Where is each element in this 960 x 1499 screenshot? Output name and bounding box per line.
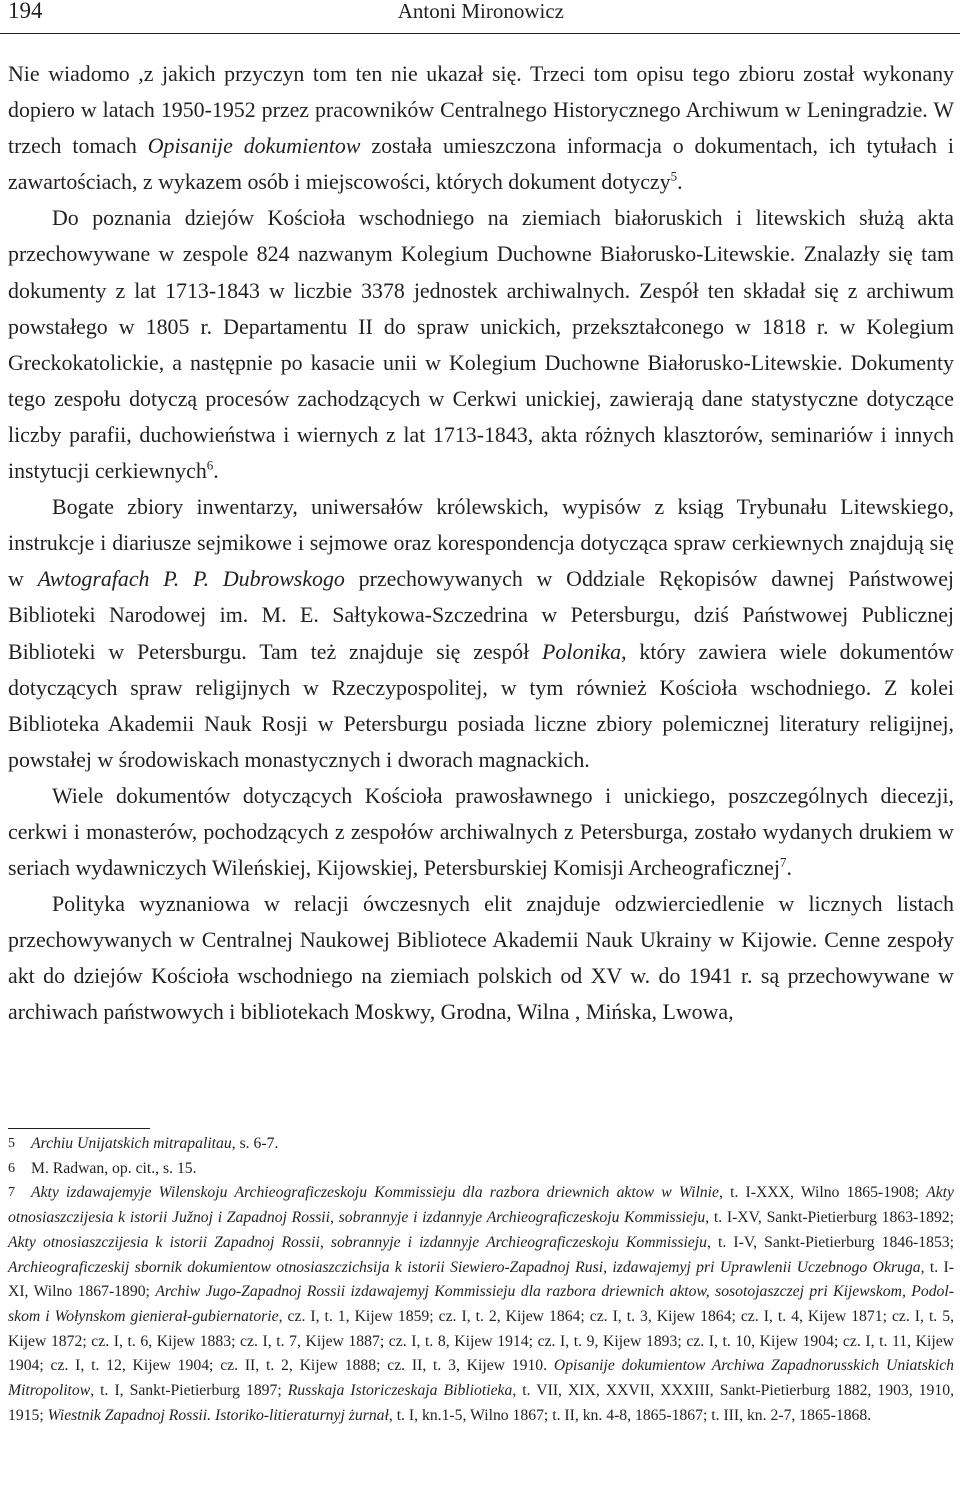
footnote-7-title-4: Archieograficzeskij sbornik dokumientow otnosiaszczichsija k istorii Siewiero-Zapadnoj Rusi, izdawajemyj pri Uprawlenii Uczebnogo Okruga [8,1258,921,1276]
paragraph-3 [8,489,954,778]
footnote-7-text-8: , t. I, kn.1-5, Wilno 1867; t. II, kn. 4-8, 1865-1867; t. III, kn. 2-7, 1865-1868. [388,1406,872,1424]
footnote-ref-5[interactable]: 5 [670,168,678,184]
paragraph-1-title: Opisanije dokumientow [147,133,361,159]
footnote-7-title-2: Akty otnosiaszczijesia k istorii Južnoj i Zapadnoj Rossii, sobrannyje i izdannyje Archieograficzeskoju Kommissieju [8,1184,954,1227]
footnote-7-number: 7 [8,1185,15,1201]
footnote-7-text-5: , cz. I, t. 1, Kijew 1859; cz. I, t. 2, Kijew 1864; cz. I, t. 3, Kijew 1864; cz. I, t. 4, Kijew 1871; cz. I, t. 5, Kijew 1872; cz. I, t. 6, Kijew 1883; cz. I, t. 7, Kijew 1887; cz. I, t. 8, Kijew 1914; cz. I, t. 9, Kijew 1893; cz. I, t. 10, Kijew 1904; cz. I, t. 11, Kijew 1904; cz. I, t. 12, Kijew 1904; cz. II, t. 2, Kijew 1888; cz. II, t. 3, Kijew 1910. [8,1307,954,1375]
footnote-5 [8,1132,954,1157]
footnote-6-number: 6 [8,1160,15,1176]
footnote-6-text: M. Radwan, op. cit., s. 15. [31,1159,197,1177]
paragraph-1-text-c: . [677,169,683,195]
running-head-author: Antoni Mironowicz [397,0,564,23]
footnote-7 [8,1181,954,1428]
footnote-7-title-6: Opisanije dokumientow Archiwa Zapadnorusskich Uniatskich Mitropolitow [8,1357,954,1400]
paragraph-3-title-1: Awtografach P. P. Dubrowskogo [37,566,345,592]
footnote-7-text-2: , t. I-XV, Sankt-Pietierburg 1863-1892; [705,1209,954,1227]
footnote-7-text-3: , t. I-V, Sankt-Pietierburg 1846-1853; [706,1233,955,1251]
footnote-5-title: Archiu Unijatskich mitrapalitau [31,1135,232,1152]
paragraph-2-text-a: Do poznania dziejów Kościoła wschodniego na ziemiach białoruskich i litewskich służą akta przechowywane w zespole 824 nazwanym Kolegium Duchowne Białorusko-Litewskie. Znalazły się tam dokumenty z lat 1713-1843 w liczbie 3378 jednostek archiwalnych. Zespół ten składał się z archiwum powstałego w 1805 r. Departamentu II do spraw unickich, przekształconego w 1818 r. w Kolegium Greckokatolickie, a następnie po kasacie unii w Kolegium Duchowne Białorusko-Litewskie. Dokumenty tego zespołu dotyczą procesów zachodzących w Cerkwi unickiej, zawierają dane statystyczne dotyczące liczby parafii, duchowieństwa i wiernych z lat 1713-1843, akta różnych klasztorów, seminariów i innych instytucji cerkiewnych [8,205,954,484]
footnote-5-text: , s. 6-7. [231,1135,279,1152]
header-rule [0,33,960,34]
footnote-5-number: 5 [8,1136,15,1151]
body-text [8,56,954,1031]
paragraph-4 [8,778,954,886]
paragraph-5 [8,886,954,1030]
paragraph-3-text-b: przechowywanych w Oddziale Rękopisów dawnej Państwowej Biblioteki Narodowej im. M. E. Sałtykowa-Szczedrina w Petersburgu, dziś Państwowej Publicznej Biblioteki w Petersburgu. Tam też znajduje się zespół [8,566,954,664]
footnotes [8,1132,954,1428]
footnote-6 [8,1157,954,1182]
paragraph-3-text-a: Bogate zbiory inwentarzy, uniwersałów królewskich, wypisów z ksiąg Trybunału Litewskiego, instrukcje i diariusze sejmikowe i sejmowe oraz korespondencja dotycząca spraw cerkiewnych znajdują się w [8,494,954,592]
paragraph-4-text-a: Wiele dokumentów dotyczących Kościoła prawosławnego i unickiego, poszczególnych diecezji, cerkwi i monasterów, pochodzących z zespołów archiwalnych z Petersburga, zostało wydanych drukiem w seriach wydawniczych Wileńskiej, Kijowskiej, Petersburskiej Komisji Archeograficznej [8,782,954,881]
footnote-separator [8,1128,150,1129]
footnote-7-title-5: Archiw Jugo-Zapadnoj Rossii izdawajemyj Kommissieju dla razbora driewnich aktow, sosotojaszczej pri Kijewskom, Podolskom i Wołynskom gienierał-gubiernatorie [8,1283,954,1325]
paragraph-2-text-b: . [213,458,219,484]
footnote-7-text-6: , t. I, Sankt-Pietierburg 1897; [90,1382,288,1400]
footnote-ref-6[interactable]: 6 [206,457,214,473]
footnote-7-title-7: Russkaja Istoriczeskaja Bibliotieka [287,1382,513,1400]
paragraph-1 [8,56,954,200]
paragraph-1-text-b: została umieszczona informacja o dokumentach, ich tytułach i zawartościach, z wykazem osób i miejscowości, których dokument dotyczy [8,133,954,195]
paragraph-1-text-a: Nie wiadomo ,z jakich przyczyn tom ten nie ukazał się. Trzeci tom opisu tego zbioru został wykonany dopiero w latach 1950-1952 przez pracowników Centralnego Historycznego Archiwum w Leningradzie. W trzech tomach [8,61,954,159]
page-header [0,0,960,34]
footnote-7-text-1: , t. I-XXX, Wilno 1865-1908; [718,1184,927,1202]
footnote-7-title-8: Wiestnik Zapadnoj Rossii. Istoriko-litieraturnyj żurnał [47,1406,389,1424]
footnote-7-title-3: Akty otnosiaszczijesia k istorii Zapadnoj Rossii, sobrannyje i izdannyje Archieograficzeskoju Kommissieju [8,1233,707,1251]
page-number: 194 [8,0,43,23]
paragraph-5-text: Polityka wyznaniowa w relacji ówczesnych elit znajduje odzwierciedlenie w licznych listach przechowywanych w Centralnej Naukowej Bibliotece Akademii Nauk Ukrainy w Kijowie. Cenne zespoły akt do dziejów Kościoła wschodniego na ziemiach polskich od XV w. do 1941 r. są przechowywane w archiwach państwowych i bibliotekach Moskwy, Grodna, Wilna , Mińska, Lwowa, [8,891,954,1025]
footnote-7-text-7: , t. VII, XIX, XXVII, XXXIII, Sankt-Pietierburg 1882, 1903, 1910, 1915; [8,1382,954,1424]
paragraph-4-text-b: . [786,855,792,881]
paragraph-3-title-2: Polonika [542,638,622,664]
paragraph-3-text-c: , który zawiera wiele dokumentów dotyczących spraw religijnych w Rzeczypospolitej, w tym również Kościoła wschodniego. Z kolei Biblioteka Akademii Nauk Rosji w Petersburgu posiada liczne zbiory polemicznej literatury religijnej, powstałej w środowiskach monastycznych i dworach magnackich. [8,638,954,772]
paragraph-2 [8,200,954,489]
footnote-7-title-1: Akty izdawajemyje Wilenskoju Archieograficzeskoju Kommissieju dla razbora driewnich aktow w Wilnie [31,1184,719,1202]
footnote-7-text-4: , t. I-XI, Wilno 1867-1890; [8,1258,954,1301]
footnote-ref-7[interactable]: 7 [779,854,787,870]
